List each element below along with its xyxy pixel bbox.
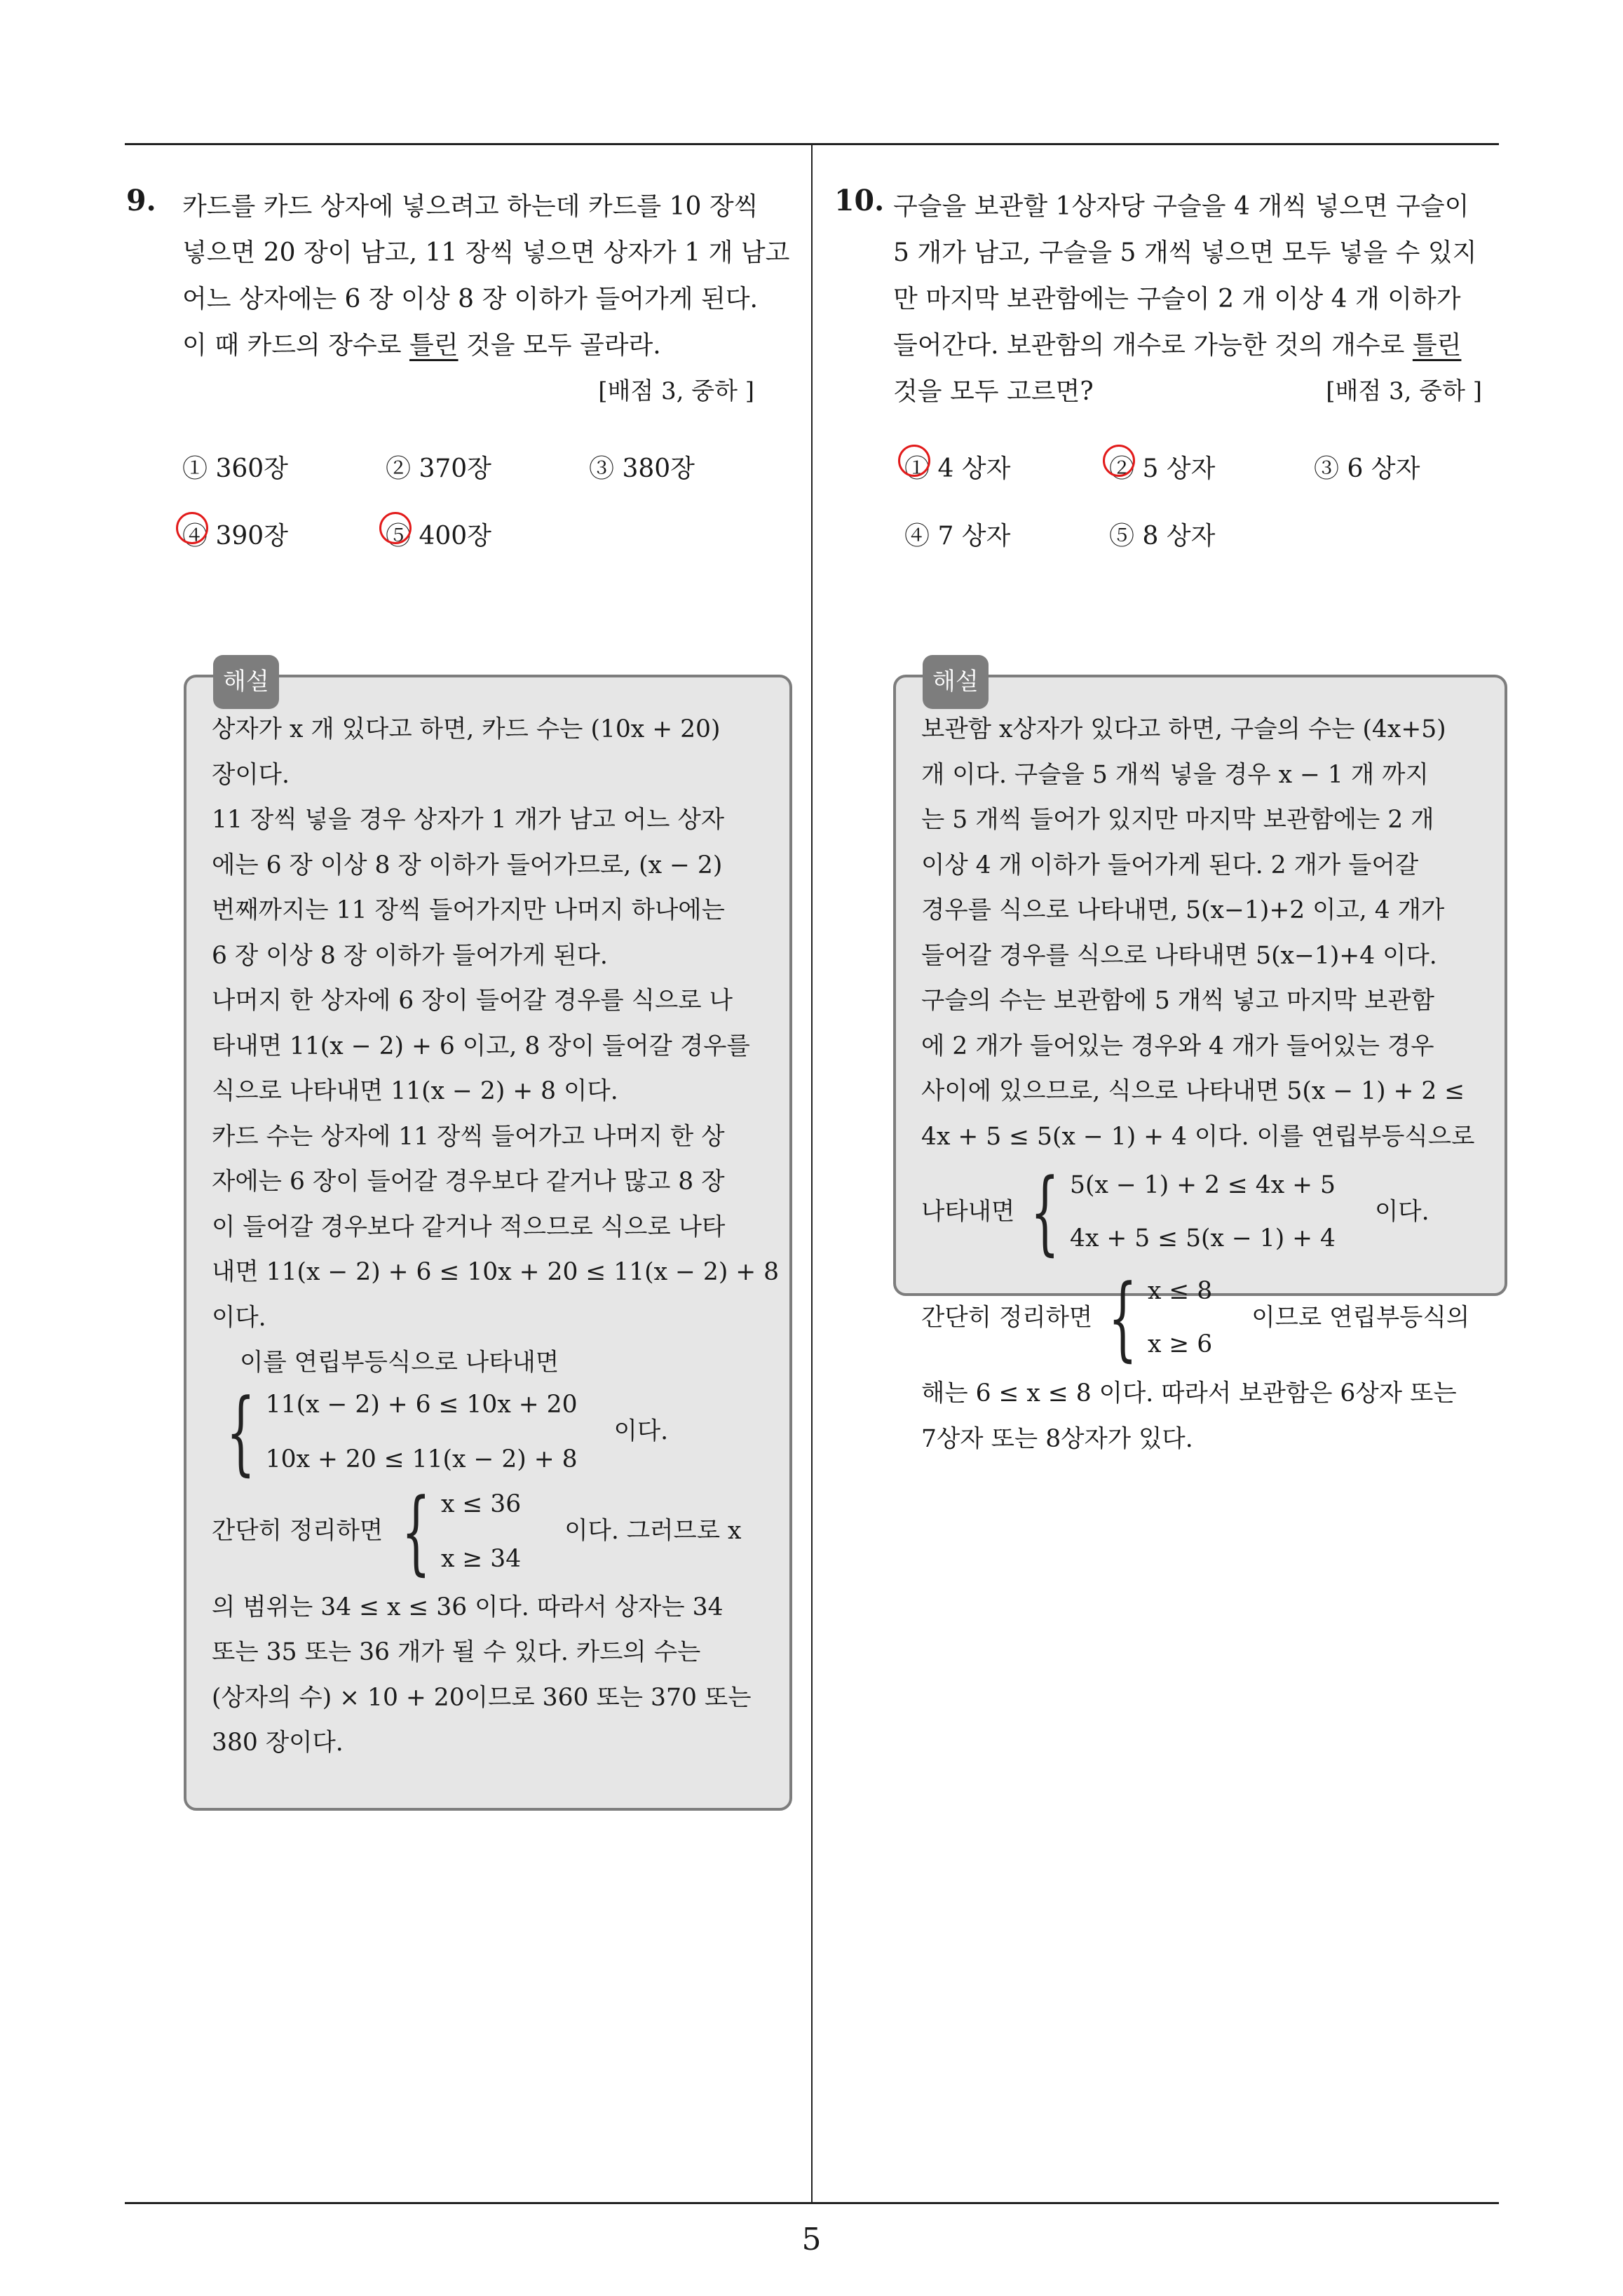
solution-line: 식으로 나타내면 11(x − 2) + 8 이다. [212, 1077, 618, 1105]
question-line: 어느 상자에는 6 장 이상 8 장 이하가 들어가게 된다. [182, 285, 758, 313]
question-line [893, 323, 1476, 369]
choice-1[interactable]: ① 360장 [182, 454, 288, 483]
question-line: 카드를 카드 상자에 넣으려고 하는데 카드를 10 장씩 [182, 192, 759, 221]
solution-line: 의 범위는 34 ≤ x ≤ 36 이다. 따라서 상자는 34 [212, 1593, 724, 1621]
system-rows [441, 1477, 521, 1586]
solution-line: 에는 6 장 이상 8 장 이하가 들어가므로, (x − 2) [212, 851, 723, 879]
solution-line: 번째까지는 11 장씩 들어가지만 나머지 하나에는 [212, 896, 725, 924]
solution-line: 타내면 11(x − 2) + 6 이고, 8 장이 들어갈 경우를 [212, 1032, 750, 1060]
system-pre-text: 간단히 정리하면 [212, 1517, 383, 1546]
solution-line: (상자의 수) × 10 + 20이므로 360 또는 370 또는 [212, 1683, 752, 1712]
solution-line: 내면 11(x − 2) + 6 ≤ 10x + 20 ≤ 11(x − 2) + 8 [212, 1258, 780, 1286]
system-after-text: 이다. 그러므로 x [564, 1517, 742, 1546]
system-row: x ≥ 34 [440, 1544, 522, 1573]
system-row: x ≥ 6 [1147, 1330, 1213, 1358]
solution-tag: 해설 [213, 655, 279, 709]
solution-box [893, 668, 1507, 1453]
solution-line: 들어갈 경우를 식으로 나타내면 5(x−1)+4 이다. [921, 941, 1437, 970]
answer-circle-mark [176, 512, 208, 544]
question-line: 만 마지막 보관함에는 구슬이 2 개 이상 4 개 이하가 [893, 285, 1461, 313]
column-divider [811, 143, 813, 2203]
answer-circle-mark [1103, 445, 1135, 477]
question-line: 넣으면 20 장이 남고, 11 장씩 넣으면 상자가 1 개 남고 [182, 238, 790, 267]
solution-line: 구슬의 수는 보관함에 5 개씩 넣고 마지막 보관함 [921, 987, 1434, 1015]
system-row: x ≤ 36 [440, 1490, 522, 1518]
question-line-start: 들어간다. 보관함의 개수로 가능한 것의 개수로 [893, 331, 1413, 360]
solution-line: 또는 35 또는 36 개가 될 수 있다. 카드의 수는 [212, 1638, 701, 1666]
left-brace: { [401, 1478, 431, 1585]
system-rows [266, 1377, 578, 1487]
solution-tag: 해설 [923, 655, 989, 709]
solution-line: 380 장이다. [212, 1729, 344, 1757]
question-number: 9. [126, 184, 156, 217]
system-rows [1148, 1264, 1212, 1371]
answer-circle-mark [898, 445, 930, 477]
system-row: 11(x − 2) + 6 ≤ 10x + 20 [265, 1390, 578, 1419]
question-line: 구슬을 보관할 1상자당 구슬을 4 개씩 넣으면 구슬이 [893, 192, 1469, 221]
inequality-system [921, 1264, 1483, 1371]
left-brace: { [226, 1378, 256, 1485]
choice-5[interactable]: ⑤ 8 상자 [1109, 522, 1216, 551]
question-text [182, 184, 789, 369]
solution-line: 이다. [212, 1303, 266, 1332]
solution-line: 이상 4 개 이하가 들어가게 된다. 2 개가 들어갈 [921, 851, 1419, 879]
system-pre-text: 간단히 정리하면 [921, 1303, 1093, 1332]
inequality-system [212, 1378, 768, 1485]
bottom-rule [125, 2202, 1499, 2204]
solution-line: 이 들어갈 경우보다 같거나 적으므로 식으로 나타 [212, 1213, 726, 1241]
solution-line: 카드 수는 상자에 11 장씩 들어가고 나머지 한 상 [212, 1122, 725, 1151]
question-line: 것을 모두 고르면? [893, 377, 1094, 406]
underlined-word: 틀린 [409, 331, 459, 360]
system-row: 4x + 5 ≤ 5(x − 1) + 4 [1070, 1224, 1336, 1252]
left-brace: { [1108, 1264, 1138, 1371]
solution-line: 4x + 5 ≤ 5(x − 1) + 4 이다. 이를 연립부등식으로 [921, 1122, 1475, 1151]
solution-line: 해는 6 ≤ x ≤ 8 이다. 따라서 보관함은 6상자 또는 [921, 1379, 1457, 1407]
solution-line: 사이에 있으므로, 식으로 나타내면 5(x − 1) + 2 ≤ [921, 1077, 1465, 1105]
choice-3[interactable]: ③ 380장 [589, 454, 695, 483]
page-number: 5 [801, 2222, 822, 2257]
left-brace: { [1030, 1159, 1060, 1265]
question-line-end: 것을 모두 골라라. [458, 331, 661, 360]
answer-choices [182, 449, 771, 551]
question-number: 10. [834, 184, 885, 217]
solution-line: 상자가 x 개 있다고 하면, 카드 수는 (10x + 20) [212, 715, 721, 743]
score-difficulty: [배점 3, 중하 ] [598, 377, 754, 405]
answer-choices [904, 449, 1493, 551]
solution-line: 개 이다. 구슬을 5 개씩 넣을 경우 x − 1 개 까지 [921, 760, 1429, 789]
system-after-text: 이므로 연립부등식의 [1251, 1303, 1470, 1332]
solution-line: 에 2 개가 들어있는 경우와 4 개가 들어있는 경우 [921, 1032, 1434, 1060]
solution-line: 6 장 이상 8 장 이하가 들어가게 된다. [212, 941, 608, 970]
solution-line: 경우를 식으로 나타내면, 5(x−1)+2 이고, 4 개가 [921, 896, 1445, 924]
system-rows [1070, 1159, 1336, 1265]
system-row: 5(x − 1) + 2 ≤ 4x + 5 [1070, 1171, 1336, 1199]
choice-5[interactable]: ⑤ 400장 [386, 522, 491, 551]
inequality-system [921, 1159, 1483, 1264]
choice-1[interactable]: ① 4 상자 [904, 454, 1011, 483]
solution-line: 장이다. [212, 760, 290, 789]
score-difficulty: [배점 3, 중하 ] [1326, 377, 1482, 405]
choice-2[interactable]: ② 5 상자 [1109, 454, 1216, 483]
inequality-system [212, 1478, 768, 1585]
question-line [182, 323, 789, 369]
system-row: x ≤ 8 [1147, 1277, 1213, 1305]
solution-line: 는 5 개씩 들어가 있지만 마지막 보관함에는 2 개 [921, 806, 1434, 834]
answer-circle-mark [379, 512, 412, 544]
system-after-text: 이다. [1374, 1197, 1430, 1226]
solution-line: 자에는 6 장이 들어갈 경우보다 같거나 많고 8 장 [212, 1168, 725, 1196]
solution-line: 11 장씩 넣을 경우 상자가 1 개가 남고 어느 상자 [212, 806, 725, 834]
choice-4[interactable]: ④ 7 상자 [904, 522, 1011, 551]
solution-box [184, 668, 792, 1811]
solution-line: 나머지 한 상자에 6 장이 들어갈 경우를 식으로 나 [212, 987, 733, 1015]
choice-4[interactable]: ④ 390장 [182, 522, 288, 551]
solution-line: 이를 연립부등식으로 나타내면 [240, 1349, 559, 1377]
system-after-text: 이다. [613, 1417, 669, 1446]
question-line: 5 개가 남고, 구슬을 5 개씩 넣으면 모두 넣을 수 있지 [893, 238, 1477, 267]
underlined-word: 틀린 [1412, 331, 1462, 360]
solution-line: 보관함 x상자가 있다고 하면, 구슬의 수는 (4x+5) [921, 715, 1446, 743]
question-line-start: 이 때 카드의 장수로 [182, 331, 409, 360]
system-pre-text: 나타내면 [921, 1197, 1015, 1226]
system-row: 10x + 20 ≤ 11(x − 2) + 8 [265, 1445, 578, 1473]
solution-line: 7상자 또는 8상자가 있다. [921, 1424, 1193, 1453]
choice-2[interactable]: ② 370장 [386, 454, 491, 483]
choice-3[interactable]: ③ 6 상자 [1314, 454, 1420, 483]
